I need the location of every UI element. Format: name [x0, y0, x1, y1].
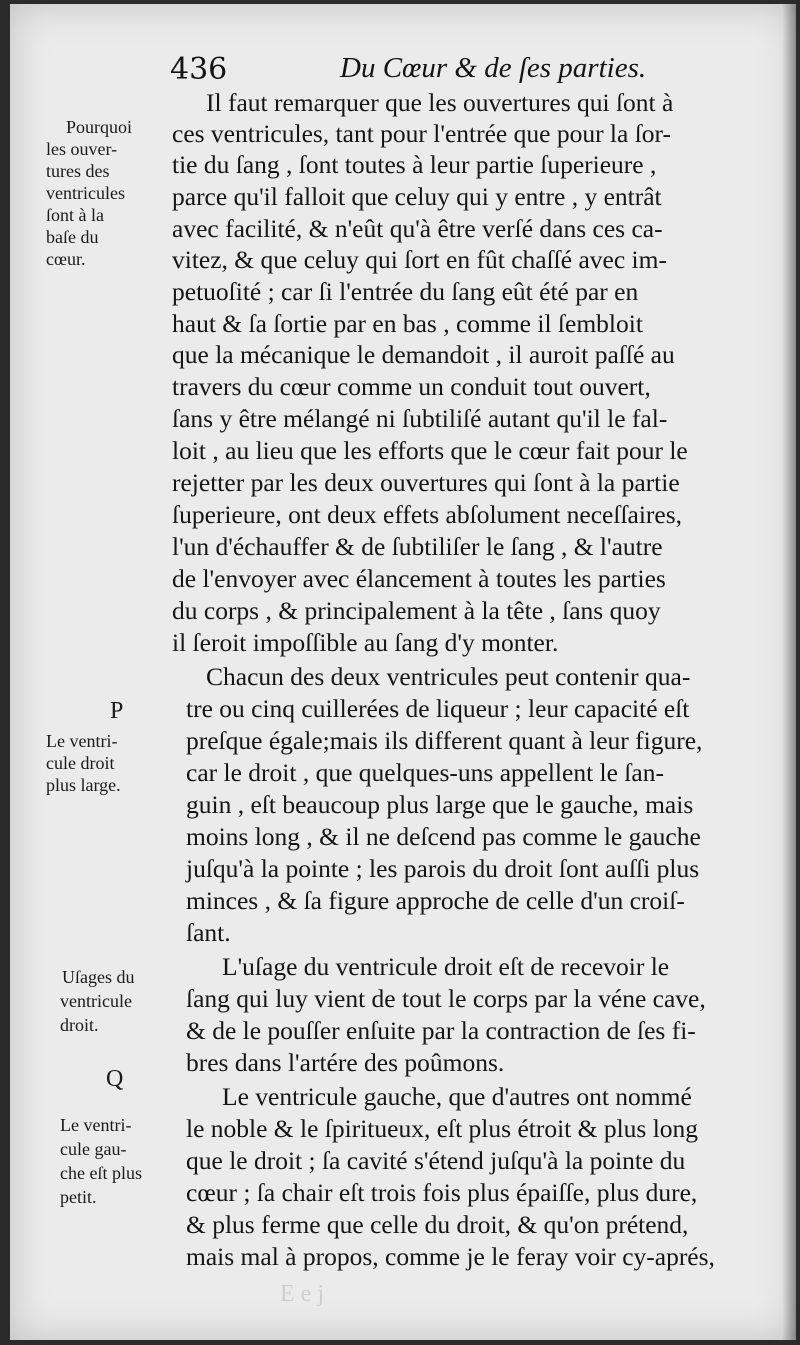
text-line: il ſeroit impoſſible au ſang d'y monter.: [172, 628, 559, 657]
text-line: & de le pouſſer enſuite par la contraction de ſes fi-: [186, 1016, 696, 1045]
text-line: rejetter par les deux ouvertures qui ſont à la partie: [172, 468, 680, 497]
margin-note-line: ſont à la: [46, 205, 104, 225]
text-line: tre ou cinq cuillerées de liqueur ; leur capacité eſt: [186, 694, 690, 723]
margin-reference-letter-p: P: [110, 698, 124, 724]
text-line: minces , & ſa figure approche de celle d'un croiſ-: [186, 886, 685, 915]
margin-note-line: cule gau-: [60, 1139, 127, 1159]
page-header: [170, 52, 670, 92]
text-line: du corps , & principalement à la tête , ſans quoy: [172, 596, 661, 625]
margin-note-line: tures des: [46, 161, 110, 181]
text-line: moins long , & il ne deſcend pas comme le gauche: [186, 822, 701, 851]
margin-note-line: cœur.: [46, 249, 86, 269]
text-line: ſuperieure, ont deux effets abſolument neceſſaires,: [172, 500, 683, 529]
margin-note-line: ventricule: [60, 991, 132, 1011]
margin-note-line: Le ventri-: [46, 731, 118, 751]
text-line: Le ventricule gauche, que d'autres ont nommé: [222, 1082, 692, 1111]
text-line: car le droit , que quelques-uns appellent le ſan-: [186, 758, 664, 787]
text-line: & plus ferme que celle du droit, & qu'on prétend,: [186, 1210, 689, 1239]
text-line: mais mal à propos, comme je le feray voir cy-aprés,: [186, 1242, 715, 1271]
margin-note-line: cule droit: [46, 753, 115, 773]
text-line: travers du cœur comme un conduit tout ouvert,: [172, 372, 651, 401]
text-line: vitez, & que celuy qui ſort en fût chaſſé avec im-: [172, 245, 667, 274]
margin-reference-letter-q: Q: [106, 1066, 124, 1092]
margin-note-line: petit.: [60, 1187, 97, 1207]
margin-note-line: baſe du: [46, 227, 99, 247]
margin-note-line: ventricules: [46, 183, 125, 203]
text-line: loit , au lieu que les efforts que le cœur fait pour le: [172, 436, 688, 465]
text-line: ſant.: [186, 918, 231, 947]
page-edge-shadow: [782, 4, 796, 1340]
page-number: 436: [170, 52, 228, 87]
text-line: le noble & le ſpiritueux, eſt plus étroit & plus long: [186, 1114, 699, 1143]
text-line: parce qu'il falloit que celuy qui y entre , y entrât: [172, 182, 662, 211]
text-line: bres dans l'artére des poûmons.: [186, 1048, 505, 1077]
text-line: Il faut remarquer que les ouvertures qui ſont à: [206, 88, 674, 117]
margin-note-line: Uſages du: [62, 967, 135, 987]
text-line: de l'envoyer avec élancement à toutes les parties: [172, 564, 666, 593]
text-line: petuoſité ; car ſi l'entrée du ſang eût été par en: [172, 277, 639, 306]
text-line: haut & ſa ſortie par en bas , comme il ſembloit: [172, 309, 643, 338]
text-line: ſans y être mélangé ni ſubtiliſé autant qu'il le fal-: [172, 404, 668, 433]
text-line: preſque égale;mais ils different quant à leur figure,: [186, 726, 703, 755]
running-title: Du Cœur & de ſes parties.: [340, 52, 647, 84]
text-line: l'un d'échauffer & de ſubtiliſer le ſang , & l'autre: [172, 532, 663, 561]
text-line: que le droit ; ſa cavité s'étend juſqu'à la pointe du: [186, 1146, 686, 1175]
signature-mark: E e j: [280, 1281, 324, 1307]
book-page: [10, 4, 796, 1340]
text-line: avec facilité, & n'eût qu'à être verſé dans ces ca-: [172, 214, 663, 243]
margin-note-line: droit.: [60, 1015, 99, 1035]
text-line: cœur ; ſa chair eſt trois fois plus épaiſſe, plus dure,: [186, 1178, 698, 1207]
text-line: juſqu'à la pointe ; les parois du droit ſont auſſi plus: [186, 854, 700, 883]
margin-note-line: Le ventri-: [60, 1115, 132, 1135]
text-line: tie du ſang , ſont toutes à leur partie ſuperieure ,: [172, 150, 657, 179]
text-line: que la mécanique le demandoit , il auroit paſſé au: [172, 340, 675, 369]
text-line: ces ventricules, tant pour l'entrée que pour la ſor-: [172, 119, 672, 148]
margin-note-line: Pourquoi: [66, 117, 133, 137]
margin-note-line: che eſt plus: [60, 1163, 142, 1183]
text-line: Chacun des deux ventricules peut contenir qua-: [206, 662, 691, 691]
margin-note-line: les ouver-: [46, 139, 118, 159]
text-line: guin , eſt beaucoup plus large que le gauche, mais: [186, 790, 694, 819]
margin-note-line: plus large.: [46, 775, 121, 795]
text-line: L'uſage du ventricule droit eſt de recevoir le: [222, 952, 670, 981]
text-line: ſang qui luy vient de tout le corps par la véne cave,: [186, 984, 706, 1013]
